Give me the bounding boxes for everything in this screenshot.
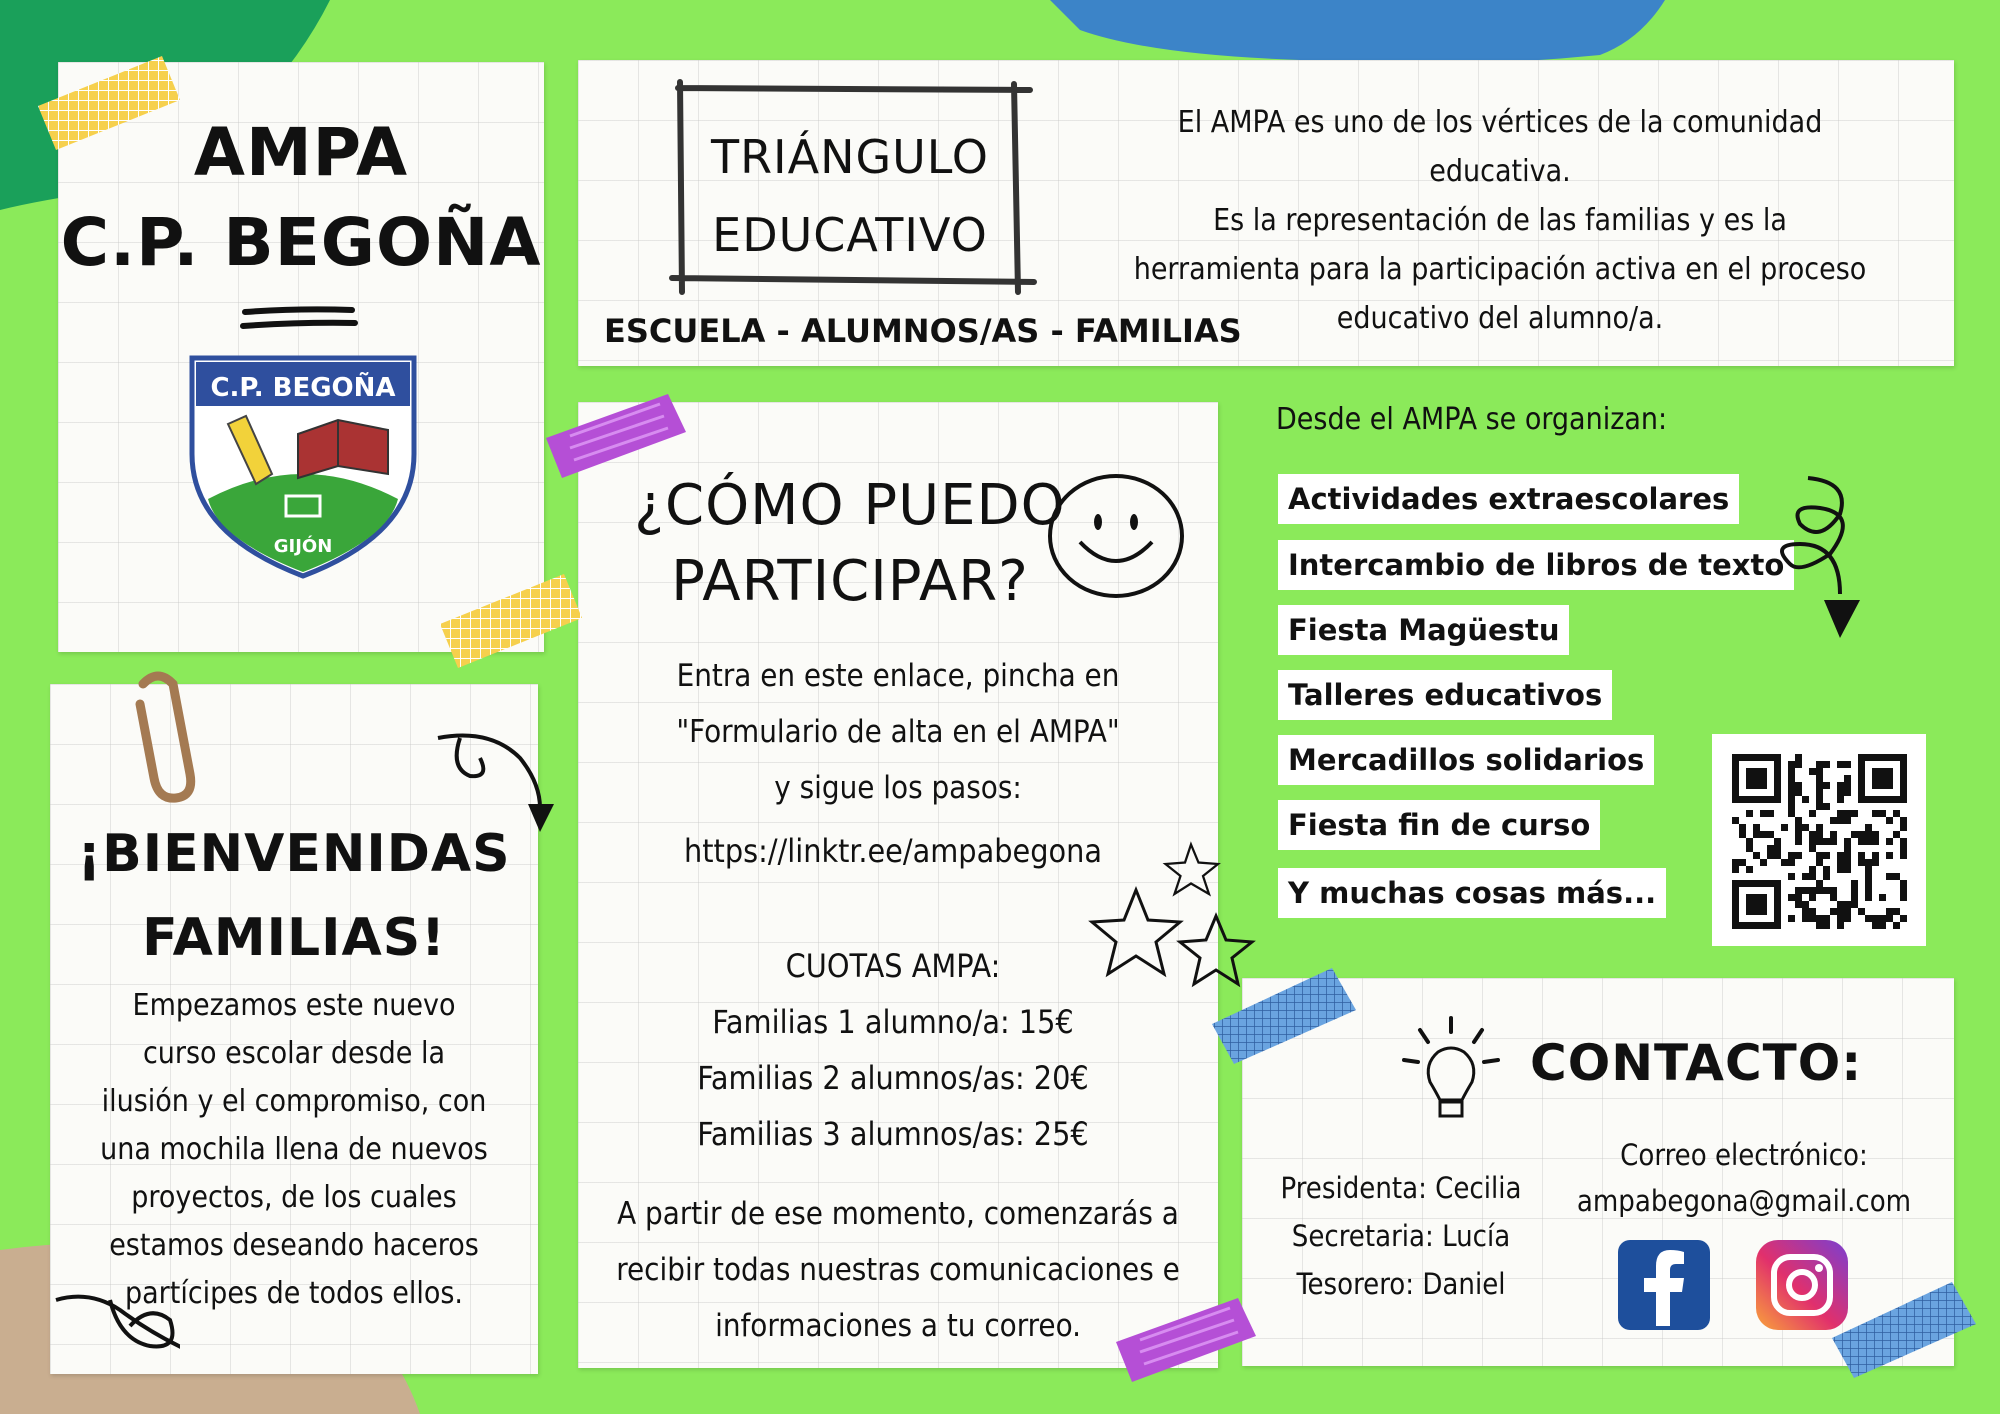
qr-module <box>1851 894 1858 901</box>
qr-module <box>1809 915 1816 922</box>
triangle-description-line: Es la representación de las familias y es la <box>1213 203 1787 238</box>
qr-module <box>1816 803 1823 810</box>
qr-module <box>1886 873 1893 880</box>
qr-module <box>1865 873 1872 880</box>
triangle-box-line1: TRIÁNGULO <box>710 130 989 184</box>
activity-item: Talleres educativos <box>1278 670 1612 720</box>
qr-module <box>1795 789 1802 796</box>
qr-module <box>1767 852 1774 859</box>
qr-module <box>1802 873 1809 880</box>
activity-item: Intercambio de libros de texto <box>1278 540 1794 590</box>
qr-module <box>1858 838 1865 845</box>
qr-module <box>1788 789 1795 796</box>
triangle-description <box>1100 98 1900 343</box>
blue-tape-contact <box>1206 962 1366 1072</box>
qr-module <box>1788 915 1795 922</box>
fee-line: Familias 2 alumnos/as: 20€ <box>697 1059 1089 1097</box>
qr-module <box>1823 761 1830 768</box>
qr-module <box>1823 803 1830 810</box>
qr-module <box>1900 880 1907 887</box>
qr-module <box>1851 831 1858 838</box>
welcome-body-line: ilusión y el compromiso, con <box>101 1084 487 1119</box>
qr-module <box>1802 915 1809 922</box>
triangle-box-line2: EDUCATIVO <box>712 208 988 262</box>
qr-module <box>1858 831 1865 838</box>
qr-module <box>1851 880 1858 887</box>
triangle-subtitle: ESCUELA - ALUMNOS/AS - FAMILIAS <box>604 312 1242 350</box>
qr-module <box>1844 901 1851 908</box>
ampa-title-line2: C.P. BEGOÑA <box>60 204 542 281</box>
qr-module <box>1830 894 1837 901</box>
qr-module <box>1746 838 1753 845</box>
qr-module <box>1886 817 1893 824</box>
welcome-body <box>50 982 538 1318</box>
qr-module <box>1886 852 1893 859</box>
qr-module <box>1753 831 1760 838</box>
qr-module <box>1760 810 1767 817</box>
fee-line: Familias 1 alumno/a: 15€ <box>712 1003 1074 1041</box>
qr-module <box>1879 915 1886 922</box>
triangle-box-title <box>680 118 1020 274</box>
triangle-description-line: herramienta para la participación activa en el proceso <box>1133 252 1867 287</box>
qr-module <box>1795 852 1802 859</box>
qr-module <box>1795 831 1802 838</box>
qr-module <box>1851 887 1858 894</box>
qr-module <box>1900 817 1907 824</box>
yellow-tape-middle <box>430 568 590 678</box>
email-section <box>1544 1132 1944 1224</box>
qr-module <box>1732 817 1739 824</box>
qr-module <box>1900 838 1907 845</box>
email-address[interactable]: ampabegona@gmail.com <box>1576 1184 1912 1218</box>
qr-module <box>1788 859 1795 866</box>
qr-module <box>1900 824 1907 831</box>
loop-arrow-icon <box>1760 474 1880 644</box>
qr-module <box>1900 894 1907 901</box>
qr-module <box>1809 894 1816 901</box>
participate-instruction-line: "Formulario de alta en el AMPA" <box>676 714 1120 750</box>
qr-module <box>1900 915 1907 922</box>
qr-module <box>1774 838 1781 845</box>
lightbulb-icon <box>1396 1012 1506 1124</box>
qr-module <box>1809 887 1816 894</box>
qr-module <box>1865 887 1872 894</box>
qr-module <box>1816 915 1823 922</box>
fee-line: Familias 3 alumnos/as: 25€ <box>697 1115 1089 1153</box>
welcome-title-line1: ¡BIENVENIDAS <box>77 824 511 884</box>
qr-module <box>1816 775 1823 782</box>
qr-module <box>1753 852 1760 859</box>
qr-module <box>1795 887 1802 894</box>
qr-module <box>1816 831 1823 838</box>
qr-module <box>1767 810 1774 817</box>
qr-module <box>1844 810 1851 817</box>
qr-module <box>1837 817 1844 824</box>
qr-finder <box>1872 768 1893 789</box>
paperclip-icon <box>118 664 198 804</box>
qr-module <box>1886 908 1893 915</box>
qr-module <box>1830 817 1837 824</box>
qr-module <box>1837 789 1844 796</box>
qr-module <box>1788 768 1795 775</box>
qr-module <box>1844 761 1851 768</box>
blue-blob-top <box>1050 0 1665 64</box>
qr-module <box>1858 852 1865 859</box>
qr-module <box>1837 901 1844 908</box>
qr-module <box>1893 908 1900 915</box>
qr-module <box>1816 761 1823 768</box>
qr-module <box>1865 838 1872 845</box>
qr-module <box>1809 908 1816 915</box>
welcome-body-line: partícipes de todos ellos. <box>125 1276 463 1311</box>
shield-bottom-text: GIJÓN <box>273 536 333 557</box>
qr-module <box>1809 845 1816 852</box>
school-shield-logo <box>188 354 418 580</box>
qr-module <box>1809 838 1816 845</box>
qr-module <box>1837 915 1844 922</box>
qr-module <box>1802 908 1809 915</box>
qr-module <box>1816 852 1823 859</box>
qr-module <box>1809 873 1816 880</box>
qr-module <box>1851 810 1858 817</box>
qr-module <box>1844 845 1851 852</box>
participate-title-line2: PARTICIPAR? <box>671 549 1029 614</box>
welcome-body-line: una mochila llena de nuevos <box>100 1132 488 1167</box>
qr-module <box>1886 915 1893 922</box>
qr-module <box>1809 810 1816 817</box>
qr-module <box>1844 859 1851 866</box>
qr-module <box>1837 761 1844 768</box>
ampa-title-line1: AMPA <box>193 114 409 191</box>
qr-module <box>1816 838 1823 845</box>
participate-link[interactable]: https://linktr.ee/ampabegona <box>684 832 1102 870</box>
facebook-icon[interactable] <box>1618 1240 1710 1330</box>
organize-heading: Desde el AMPA se organizan: <box>1276 402 1668 437</box>
welcome-body-line: proyectos, de los cuales <box>131 1180 457 1215</box>
qr-module <box>1816 859 1823 866</box>
qr-module <box>1844 915 1851 922</box>
qr-module <box>1795 782 1802 789</box>
qr-module <box>1900 845 1907 852</box>
welcome-body-line: estamos deseando haceros <box>109 1228 479 1263</box>
qr-module <box>1886 838 1893 845</box>
qr-module <box>1823 915 1830 922</box>
qr-module <box>1879 922 1886 929</box>
qr-module <box>1830 831 1837 838</box>
qr-module <box>1788 803 1795 810</box>
qr-module <box>1879 894 1886 901</box>
qr-module <box>1788 782 1795 789</box>
qr-module <box>1872 838 1879 845</box>
participate-footer-line: informaciones a tu correo. <box>715 1308 1081 1344</box>
qr-module <box>1795 761 1802 768</box>
participate-instructions <box>578 648 1218 816</box>
activity-item: Mercadillos solidarios <box>1278 735 1654 785</box>
qr-module <box>1788 775 1795 782</box>
qr-module <box>1858 859 1865 866</box>
qr-module <box>1837 866 1844 873</box>
fees-title: CUOTAS AMPA: <box>785 947 1001 985</box>
qr-module <box>1788 810 1795 817</box>
activity-item: Y muchas cosas más... <box>1278 868 1666 918</box>
qr-module <box>1844 838 1851 845</box>
welcome-body-line: Empezamos este nuevo <box>132 988 456 1023</box>
qr-module <box>1781 859 1788 866</box>
qr-module <box>1732 866 1739 873</box>
qr-module <box>1802 901 1809 908</box>
qr-module <box>1816 824 1823 831</box>
qr-module <box>1746 810 1753 817</box>
qr-module <box>1809 831 1816 838</box>
qr-module <box>1872 859 1879 866</box>
purple-tape-bottom <box>1110 1290 1260 1390</box>
qr-module <box>1900 887 1907 894</box>
qr-module <box>1739 859 1746 866</box>
qr-module <box>1872 922 1879 929</box>
participate-footer-line: recibir todas nuestras comunicaciones e <box>616 1252 1180 1288</box>
qr-module <box>1802 887 1809 894</box>
qr-module <box>1872 915 1879 922</box>
qr-module <box>1844 782 1851 789</box>
qr-module <box>1816 887 1823 894</box>
qr-module <box>1781 824 1788 831</box>
qr-module <box>1816 789 1823 796</box>
qr-code-icon <box>1712 734 1926 946</box>
activity-item: Actividades extraescolares <box>1278 474 1739 524</box>
qr-module <box>1795 838 1802 845</box>
email-label: Correo electrónico: <box>1620 1138 1868 1172</box>
triangle-description-line: El AMPA es uno de los vértices de la comunidad <box>1177 105 1823 140</box>
qr-module <box>1802 796 1809 803</box>
qr-finder <box>1746 894 1767 915</box>
qr-module <box>1893 922 1900 929</box>
qr-module <box>1830 887 1837 894</box>
qr-module <box>1788 852 1795 859</box>
smiley-face-icon <box>1044 470 1188 602</box>
qr-module <box>1760 859 1767 866</box>
qr-module <box>1788 796 1795 803</box>
blue-tape-bottom-right <box>1826 1276 1986 1386</box>
qr-module <box>1893 810 1900 817</box>
qr-module <box>1788 873 1795 880</box>
participate-footer-line: A partir de ese momento, comenzarás a <box>617 1196 1179 1232</box>
participate-instruction-line: Entra en este enlace, pincha en <box>676 658 1120 694</box>
participate-title <box>620 468 1080 620</box>
qr-module <box>1865 915 1872 922</box>
qr-module <box>1795 901 1802 908</box>
contact-title: CONTACTO: <box>1530 1034 1863 1092</box>
qr-module <box>1837 859 1844 866</box>
welcome-body-line: curso escolar desde la <box>142 1036 446 1071</box>
qr-module <box>1844 775 1851 782</box>
qr-module <box>1816 782 1823 789</box>
swirl-decoration-bottom-left <box>50 1270 180 1380</box>
qr-module <box>1851 901 1858 908</box>
qr-module <box>1823 873 1830 880</box>
qr-module <box>1879 810 1886 817</box>
qr-module <box>1872 831 1879 838</box>
triangle-description-line: educativo del alumno/a. <box>1336 301 1664 336</box>
underline-decoration <box>240 300 360 340</box>
qr-module <box>1767 845 1774 852</box>
contact-person: Tesorero: Daniel <box>1296 1267 1506 1301</box>
qr-module <box>1788 761 1795 768</box>
yellow-tape-top <box>28 50 188 160</box>
qr-module <box>1816 880 1823 887</box>
qr-module <box>1816 922 1823 929</box>
qr-module <box>1774 845 1781 852</box>
qr-module <box>1837 796 1844 803</box>
qr-module <box>1837 922 1844 929</box>
qr-finder <box>1746 768 1767 789</box>
qr-module <box>1753 824 1760 831</box>
qr-module <box>1837 852 1844 859</box>
qr-module <box>1865 866 1872 873</box>
fees-section <box>578 938 1208 1162</box>
qr-module <box>1760 831 1767 838</box>
qr-module <box>1830 908 1837 915</box>
qr-module <box>1858 908 1865 915</box>
qr-module <box>1872 852 1879 859</box>
contact-person: Presidenta: Cecilia <box>1280 1171 1522 1205</box>
qr-module <box>1739 831 1746 838</box>
qr-module <box>1844 852 1851 859</box>
shield-top-text: C.P. BEGOÑA <box>210 373 396 403</box>
qr-module <box>1837 810 1844 817</box>
qr-module <box>1795 894 1802 901</box>
qr-module <box>1837 782 1844 789</box>
qr-module <box>1816 768 1823 775</box>
qr-module <box>1844 789 1851 796</box>
swirl-arrow-icon <box>430 728 570 838</box>
qr-module <box>1872 810 1879 817</box>
qr-module <box>1823 852 1830 859</box>
qr-module <box>1844 866 1851 873</box>
participate-title-line1: ¿CÓMO PUEDO <box>634 473 1066 538</box>
qr-module <box>1865 859 1872 866</box>
qr-module <box>1746 866 1753 873</box>
participate-instruction-line: y sigue los pasos: <box>774 770 1022 806</box>
qr-module <box>1809 866 1816 873</box>
qr-module <box>1774 852 1781 859</box>
qr-module <box>1795 754 1802 761</box>
qr-module <box>1732 859 1739 866</box>
qr-module <box>1767 831 1774 838</box>
qr-module <box>1739 824 1746 831</box>
qr-module <box>1837 908 1844 915</box>
activity-item: Fiesta fin de curso <box>1278 800 1600 850</box>
contact-person: Secretaria: Lucía <box>1291 1219 1511 1253</box>
contact-people <box>1270 1164 1532 1308</box>
qr-code-card[interactable] <box>1712 734 1926 946</box>
triangle-description-line: educativa. <box>1429 154 1571 189</box>
qr-module <box>1893 873 1900 880</box>
qr-module <box>1746 845 1753 852</box>
welcome-title-line2: FAMILIAS! <box>142 908 446 968</box>
qr-module <box>1823 887 1830 894</box>
qr-module <box>1844 908 1851 915</box>
qr-module <box>1823 866 1830 873</box>
qr-module <box>1844 817 1851 824</box>
qr-module <box>1865 894 1872 901</box>
qr-module <box>1788 894 1795 901</box>
qr-module <box>1830 838 1837 845</box>
qr-module <box>1893 831 1900 838</box>
qr-module <box>1795 824 1802 831</box>
qr-module <box>1865 824 1872 831</box>
qr-module <box>1795 817 1802 824</box>
qr-module <box>1865 880 1872 887</box>
qr-module <box>1900 852 1907 859</box>
activity-item: Fiesta Magüestu <box>1278 605 1569 655</box>
qr-module <box>1809 768 1816 775</box>
qr-module <box>1823 838 1830 845</box>
qr-module <box>1823 922 1830 929</box>
qr-module <box>1802 824 1809 831</box>
qr-module <box>1823 782 1830 789</box>
qr-module <box>1816 796 1823 803</box>
purple-tape-top <box>540 386 690 486</box>
qr-module <box>1865 831 1872 838</box>
